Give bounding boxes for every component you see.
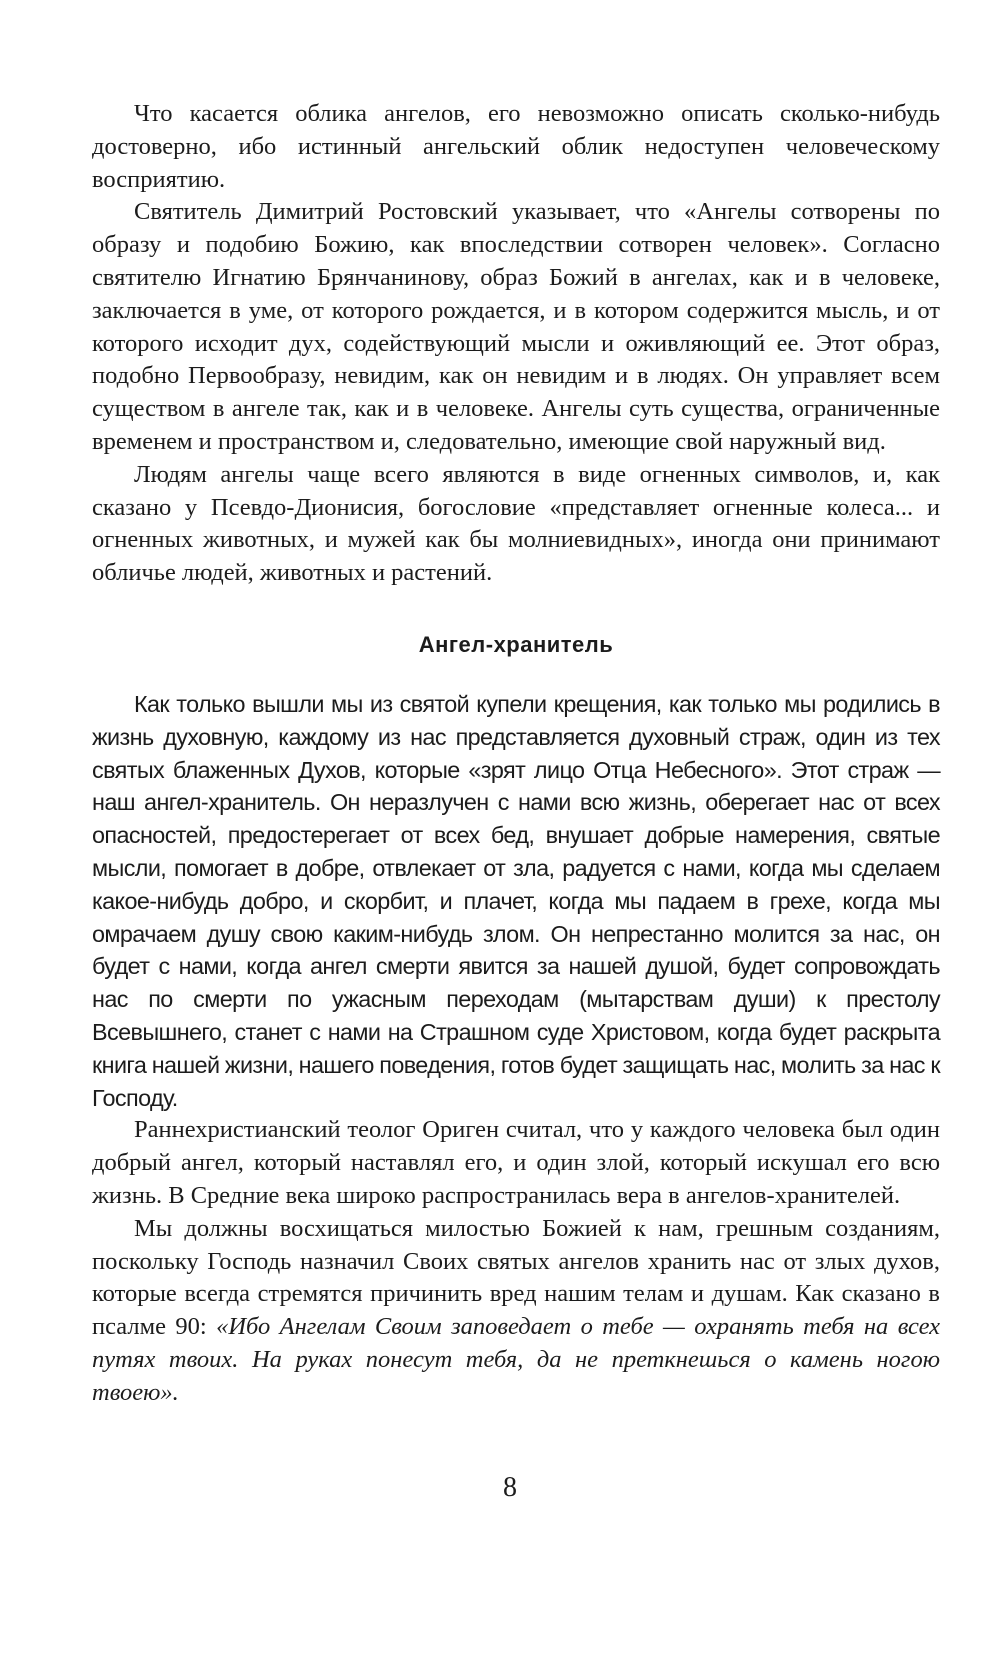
page-number: 8: [503, 1472, 517, 1503]
paragraph-3: Людям ангелы чаще всего являются в виде огненных символов, и, как сказано у Псевдо-Дионисия, богословие «представляет огненные колеса... и огненных животных, и мужей как бы молниевидных», иногда они принимают обличье людей, животных и растений.: [92, 460, 940, 587]
section-angel-appearance: [92, 98, 940, 590]
paragraph-2: Святитель Димитрий Ростовский указывает, что «Ангелы сотворены по образу и подобию Божию, как впоследствии сотворен человек». Согласно святителю Игнатию Брянчанинову, образ Божий в ангелах, как и в человеке, заключается в уме, от которого рождается, и в котором содержится мысль, и от которого исходит дух, содействующий мысли и оживляющий ее. Этот образ, подобно Первообразу, невидим, как он невидим и в людях. Он управляет всем существом в ангеле так, как и в человеке. Ангелы суть существа, ограниченные временем и пространством и, следовательно, имеющие свой наружный вид.: [92, 198, 940, 455]
section-heading: Ангел-хранитель: [418, 631, 614, 657]
section-guardian-angel: [92, 688, 940, 1410]
paragraph-4: Как только вышли мы из святой купели крещения, как только мы родились в жизнь духовную, каждому из нас представляется духовный страж, один из тех святых блаженных Духов, которые «зрят лицо Отца Небесного». Этот страж — наш ангел-хранитель. Он неразлучен с нами всю жизнь, оберегает нас от всех опасностей, предостерегает от всех бед, внушает добрые намерения, святые мысли, помогает в добре, отвлекает от зла, радуется с нами, когда мы сделаем какое-нибудь добро, и скорбит, и плачет, когда мы падаем в грехе, когда мы омрачаем душу свою каким-нибудь злом. Он непрестанно молится за нас, он будет с нами, когда ангел смерти явится за нашей душой, будет сопровождать нас по смерти по ужасным переходам (мытарствам души) к престолу Всевышнего, станет с нами на Страшном суде Христовом, когда будет раскрыта книга нашей жизни, нашего поведения, готов будет защищать нас, молить за нас к Господу.: [92, 690, 940, 1111]
paragraph-5: Раннехристианский теолог Ориген считал, что у каждого человека был один добрый ангел, который наставлял его, и один злой, который искушал его всю жизнь. В Средние века широко распространилась вера в ангелов-хранителей.: [92, 1116, 940, 1209]
paragraph-1: Что касается облика ангелов, его невозможно описать сколько-нибудь достоверно, ибо истинный ангельский облик недоступен человеческому восприятию.: [92, 100, 940, 193]
paragraph-6: [92, 1213, 940, 1410]
page-body: [92, 98, 940, 1409]
psalm-quote: «Ибо Ангелам Своим заповедает о тебе — охранять тебя на всех путях твоих. На руках понесут тебя, да не преткнешься о камень ногою твоею».: [92, 1313, 940, 1406]
paragraph-6-text: Мы должны восхищаться милостью Божией к нам, грешным созданиям, поскольку Господь назначил Своих святых ангелов хранить нас от злых духов, которые всегда стремятся причинить вред нашим телам и душам. Как сказано в псалме 90:: [92, 1214, 940, 1341]
